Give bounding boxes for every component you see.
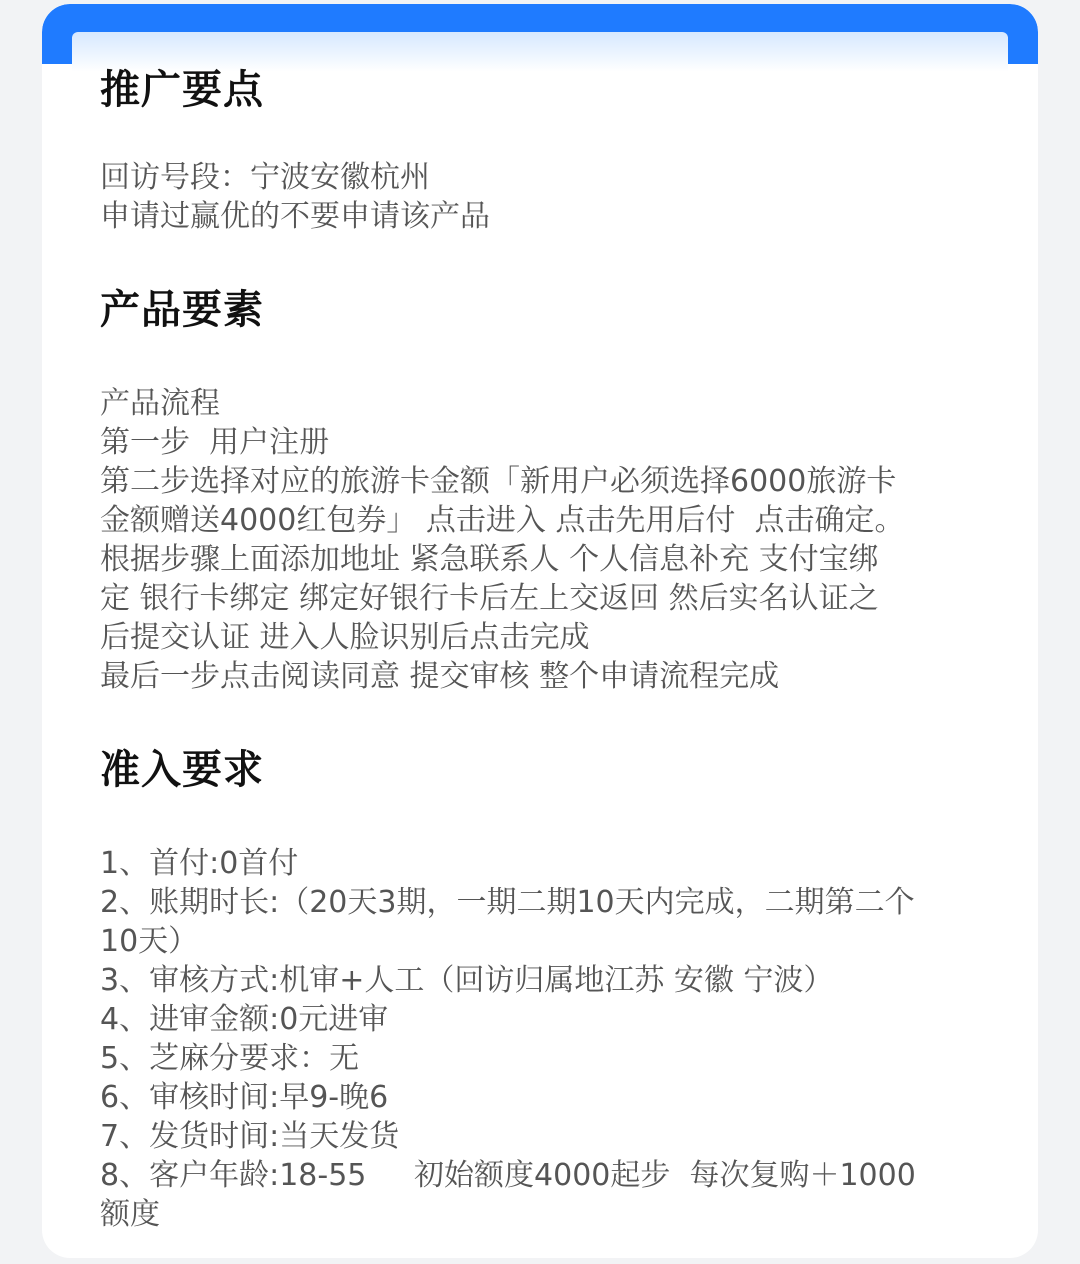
info-card (42, 4, 1038, 1258)
text-line: 3、审核方式:机审+人工（回访归属地江苏 安徽 宁波） (100, 963, 834, 998)
card-content (100, 62, 1000, 1234)
text-line: 产品流程 (100, 386, 220, 421)
text-line: 4、进审金额:0元进审 (100, 1002, 389, 1037)
text-line: 最后一步点击阅读同意 提交审核 整个申请流程完成 (100, 659, 780, 694)
text-line: 第二步选择对应的旅游卡金额「新用户必须选择6000旅游卡 (100, 464, 897, 499)
text-line: 后提交认证 进入人脸识别后点击完成 (100, 620, 590, 655)
text-line: 金额赠送4000红包券」 点击进入 点击先用后付 点击确定。 (100, 503, 905, 538)
section-title-promotion: 推广要点 (100, 67, 264, 113)
text-line: 额度 (100, 1197, 160, 1232)
text-line: 1、首付:0首付 (100, 846, 299, 881)
text-line: 6、审核时间:早9-晚6 (100, 1080, 389, 1115)
text-line: 第一步 用户注册 (100, 425, 330, 460)
text-line: 申请过赢优的不要申请该产品 (100, 199, 490, 234)
text-line: 7、发货时间:当天发货 (100, 1119, 400, 1154)
section-body-product (100, 384, 1000, 696)
text-line: 回访号段：宁波安徽杭州 (100, 160, 430, 195)
text-line: 5、芝麻分要求：无 (100, 1041, 360, 1076)
text-line: 定 银行卡绑定 绑定好银行卡后左上交返回 然后实名认证之 (100, 581, 879, 616)
card-header-bar (42, 4, 1038, 64)
text-line: 10天） (100, 924, 199, 959)
text-line: 2、账期时长:（20天3期，一期二期10天内完成，二期第二个 (100, 885, 915, 920)
section-title-requirements: 准入要求 (100, 747, 264, 793)
section-body-promotion (100, 158, 1000, 236)
text-line: 根据步骤上面添加地址 紧急联系人 个人信息补充 支付宝绑 (100, 542, 879, 577)
section-body-requirements (100, 844, 1000, 1234)
section-title-product: 产品要素 (100, 287, 264, 333)
text-line: 8、客户年龄:18-55 初始额度4000起步 每次复购＋1000 (100, 1158, 916, 1193)
